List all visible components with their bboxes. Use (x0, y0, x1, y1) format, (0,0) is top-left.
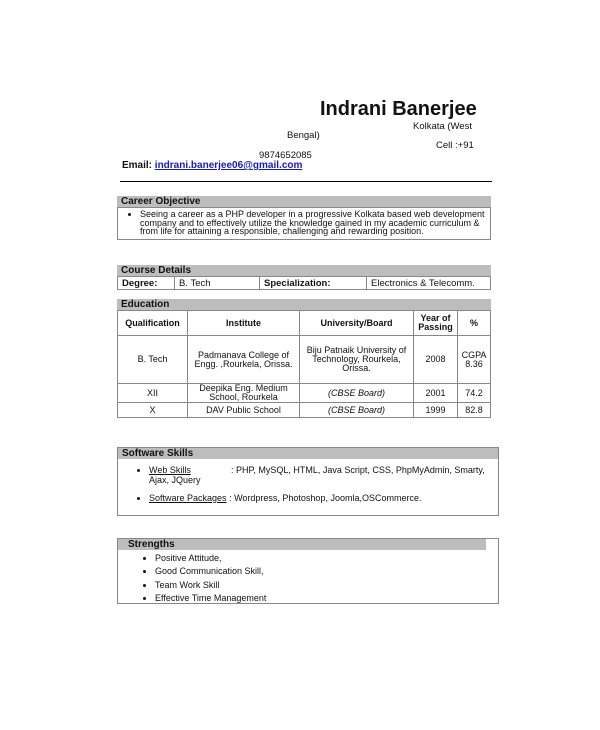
percent-cell: 74.2 (458, 384, 491, 403)
col-percent: % (458, 311, 491, 336)
year-cell: 2008 (414, 336, 458, 384)
col-year: Year of Passing (414, 311, 458, 336)
strengths-section (117, 538, 499, 604)
education-section (117, 299, 491, 418)
qualification-cell: XII (118, 384, 188, 403)
career-objective-box (117, 207, 491, 240)
web-skills-label: Web Skills (149, 465, 191, 475)
institute-cell: DAV Public School (188, 403, 300, 418)
software-skills-section (117, 447, 499, 516)
candidate-name: Indrani Banerjee (320, 98, 477, 120)
university-cell: (CBSE Board) (300, 403, 414, 418)
col-university: University/Board (300, 311, 414, 336)
percent-cell: 82.8 (458, 403, 491, 418)
col-institute: Institute (188, 311, 300, 336)
list-item (149, 465, 494, 485)
header-divider (120, 181, 492, 182)
list-item (149, 493, 494, 503)
career-objective-heading: Career Objective (117, 196, 491, 207)
degree-value: B. Tech (175, 277, 260, 290)
degree-label: Degree: (118, 277, 175, 290)
list-item: • Positive Attitude, (155, 552, 494, 565)
year-cell: 2001 (414, 384, 458, 403)
specialization-value: Electronics & Telecomm. (367, 277, 491, 290)
specialization-label: Specialization: (260, 277, 367, 290)
list-item: • Team Work Skill (155, 579, 494, 592)
career-objective-text: • Seeing a career as a PHP developer in a progressive Kolkata based web development company and to effectively utilize the knowledge gained in my academic curriculum & from life for attaining a responsible, challenging and rewarding position. (140, 210, 486, 236)
education-table (117, 310, 491, 418)
software-skills-heading: Software Skills (118, 448, 498, 459)
list-item: • Good Communication Skill, (155, 565, 494, 578)
qualification-cell: X (118, 403, 188, 418)
email-link[interactable]: indrani.banerjee06@gmail.com (154, 160, 303, 171)
institute-cell: Deepika Eng. Medium School, Rourkela (188, 384, 300, 403)
software-packages-label: Software Packages (149, 493, 227, 503)
software-packages-value: : Wordpress, Photoshop, Joomla,OSCommerce. (229, 493, 422, 503)
table-row (118, 403, 491, 418)
education-header-row (118, 311, 491, 336)
list-item: • Effective Time Management (155, 592, 494, 605)
web-skills-value: : PHP, MySQL, HTML, Java Script, CSS, PhpMyAdmin, Smarty, Ajax, JQuery (149, 465, 485, 485)
table-row (118, 336, 491, 384)
education-heading: Education (117, 299, 491, 310)
col-qualification: Qualification (118, 311, 188, 336)
qualification-cell: B. Tech (118, 336, 188, 384)
course-details-section (117, 265, 491, 290)
percent-cell: CGPA 8.36 (458, 336, 491, 384)
cell-label: Cell :+91 (436, 140, 474, 151)
course-details-table (117, 276, 491, 290)
strengths-heading: Strengths (118, 539, 486, 550)
address-line-2: Bengal) (287, 130, 320, 141)
email-line (122, 160, 302, 171)
university-cell: Biju Patnaik University of Technology, Rourkela, Orissa. (300, 336, 414, 384)
institute-cell: Padmanava College of Engg. ,Rourkela, Orissa. (188, 336, 300, 384)
table-row (118, 384, 491, 403)
university-cell: (CBSE Board) (300, 384, 414, 403)
year-cell: 1999 (414, 403, 458, 418)
address-line-1: Kolkata (West (413, 121, 472, 132)
career-objective-section (117, 196, 491, 240)
cell-number: 9874652085 (259, 150, 312, 161)
email-label: Email: (122, 160, 153, 171)
course-details-heading: Course Details (117, 265, 491, 276)
